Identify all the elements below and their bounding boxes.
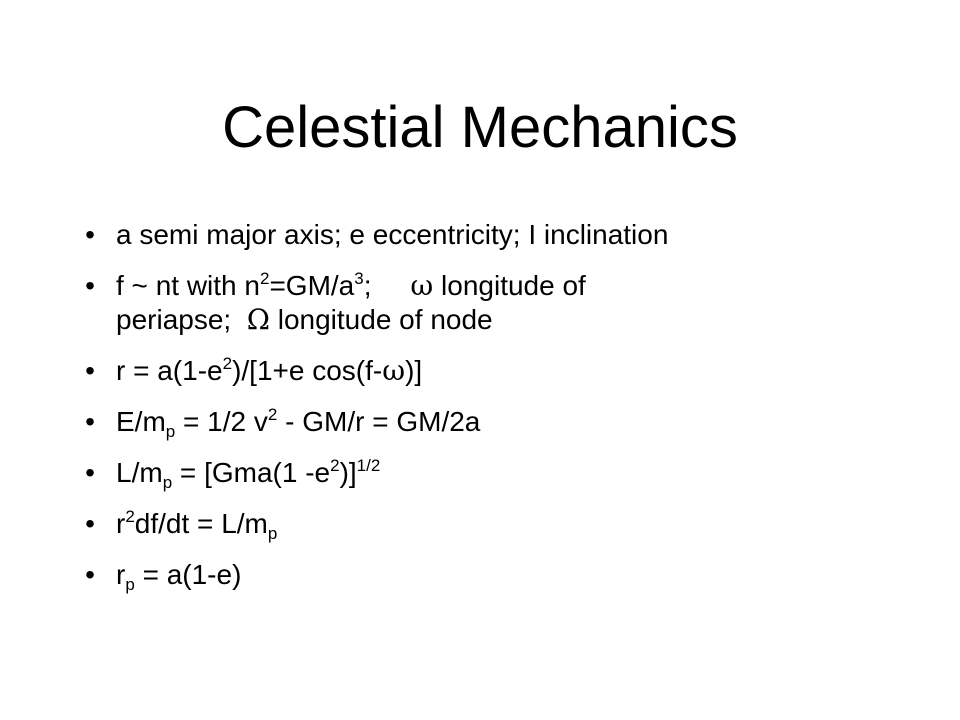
superscript: 2 <box>330 456 340 475</box>
text-run: ; <box>363 270 411 301</box>
text-run: = 1/2 v <box>175 406 268 437</box>
bullet-text <box>116 269 900 303</box>
text-run: = a(1-e) <box>134 559 242 590</box>
bullet-angular-momentum <box>80 456 900 490</box>
subscript: p <box>267 524 278 543</box>
superscript: 1/2 <box>356 456 381 475</box>
bullet-text <box>116 507 900 541</box>
bullet-periapse-distance <box>80 558 900 592</box>
text-run: periapse; <box>116 304 247 335</box>
superscript: 2 <box>259 269 270 288</box>
superscript: 2 <box>267 405 278 424</box>
text-run: - GM/r = GM/2a <box>277 406 481 437</box>
slide-title: Celestial Mechanics <box>222 95 738 160</box>
bullet-list <box>80 218 900 609</box>
text-run: a semi major axis; e eccentricity; I inclination <box>116 219 669 250</box>
capital-omega-symbol: Ω <box>246 303 270 336</box>
text-run: )] <box>339 457 357 488</box>
text-run: longitude of node <box>269 304 493 335</box>
superscript: 2 <box>125 507 135 526</box>
bullet-marker: • <box>85 270 95 301</box>
text-run: df/dt = L/m <box>134 508 268 539</box>
text-run: )] <box>405 355 423 386</box>
subscript: p <box>162 473 173 492</box>
bullet-marker: • <box>85 559 95 590</box>
bullet-text <box>116 354 900 388</box>
text-run: f ~ nt with n <box>116 270 260 301</box>
omega-symbol: ω <box>382 354 406 387</box>
bullet-text <box>116 558 900 592</box>
omega-symbol: ω <box>410 269 434 302</box>
bullet-marker: • <box>85 406 95 437</box>
bullet-marker: • <box>85 219 95 250</box>
text-run: longitude of <box>433 270 586 301</box>
superscript: 3 <box>354 269 364 288</box>
subscript: p <box>125 575 135 594</box>
bullet-orbital-elements <box>80 218 900 252</box>
bullet-marker: • <box>85 457 95 488</box>
bullet-orbit-equation <box>80 354 900 388</box>
subscript: p <box>165 422 176 441</box>
text-run: E/m <box>116 406 166 437</box>
bullet-text <box>116 456 900 490</box>
bullet-mean-motion <box>80 269 900 337</box>
text-run: )/[1+e cos(f- <box>232 355 383 386</box>
bullet-areal-velocity <box>80 507 900 541</box>
text-run: = [Gma(1 -e <box>172 457 331 488</box>
text-run: =GM/a <box>269 270 355 301</box>
text-run: r = a(1-e <box>116 355 223 386</box>
bullet-text <box>116 218 900 252</box>
text-run: r <box>116 508 126 539</box>
superscript: 2 <box>222 354 233 373</box>
bullet-text-continuation <box>116 303 900 337</box>
text-run: r <box>116 559 126 590</box>
bullet-energy <box>80 405 900 439</box>
bullet-text <box>116 405 900 439</box>
bullet-marker: • <box>85 508 95 539</box>
bullet-marker: • <box>85 355 95 386</box>
text-run: L/m <box>116 457 163 488</box>
